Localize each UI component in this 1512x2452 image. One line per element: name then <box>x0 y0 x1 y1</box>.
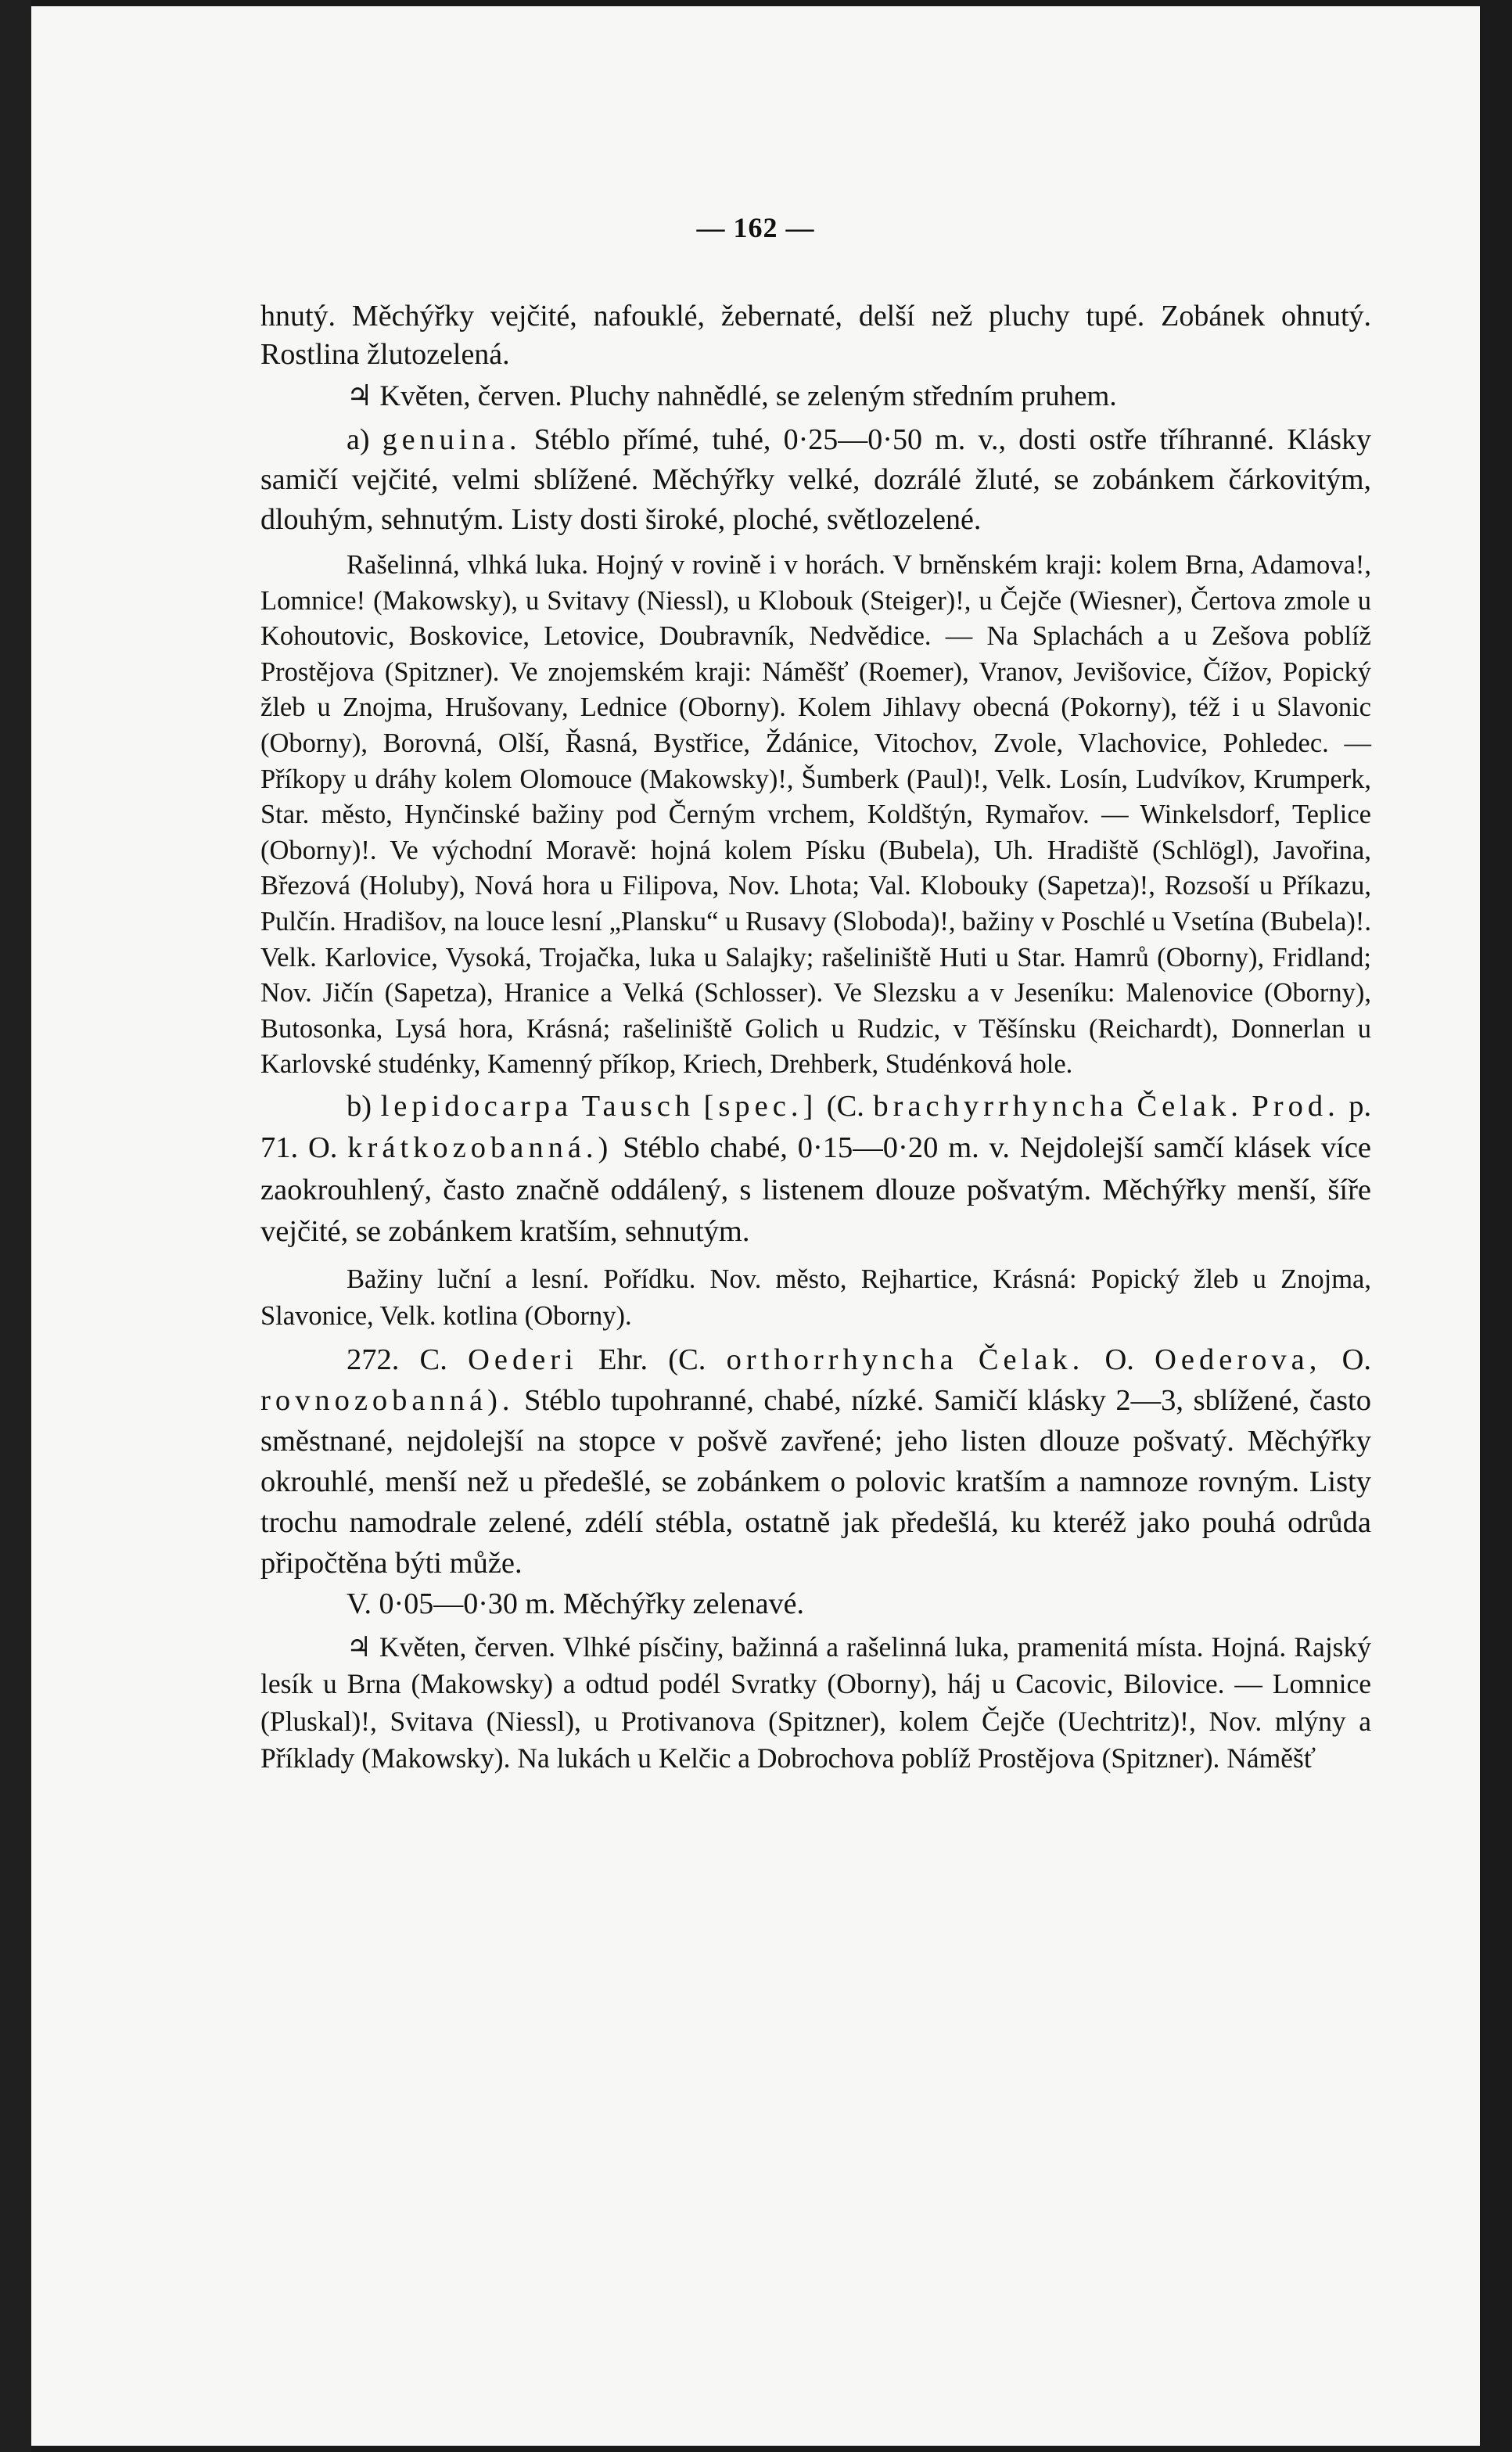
variety-b-label: b) <box>347 1089 372 1123</box>
scan-edge-left <box>0 0 31 2452</box>
paragraph-continuation: hnutý. Měchýřky vejčité, nafouklé, žebernaté, delší než pluchy tupé. Zobánek ohnutý. Rostlina žlutozelená. <box>260 300 1371 371</box>
variety-a-name: genuina. <box>382 423 522 456</box>
paragraph-height: V. 0·05—0·30 m. Měchýřky zelenavé. <box>347 1587 804 1620</box>
variety-a-label: a) <box>347 423 370 456</box>
variety-b-paren: (C. <box>826 1089 864 1123</box>
variety-b-o: O. <box>307 1131 338 1165</box>
paragraph-flowering: ♃ Květen, červen. Pluchy nahnědlé, se zeleným středním pruhem. <box>347 380 1117 412</box>
variety-b-name: lepidocarpa <box>380 1089 573 1123</box>
species-name: Oederi <box>468 1343 578 1376</box>
paragraph-localities-b: Bažiny luční a lesní. Pořídku. Nov. město, Rejhartice, Krásná: Popický žleb u Znojma, Slavonice, Velk. kotlina (Oborny). <box>260 1264 1371 1331</box>
variety-b-author: Tausch <box>581 1089 695 1123</box>
paragraph-variety-a <box>260 420 1371 540</box>
species-czech-name-1: Oederova, <box>1155 1343 1322 1376</box>
page-number: — 162 — <box>696 212 815 243</box>
species-description: Stéblo tupohranné, chabé, nízké. Samičí klásky 2—3, sblížené, často směstnané, nejdolejší na stopce v pošvě zavřené; jeho listen dlouze pošvatý. Měchýřky okrouhlé, menší než u předešlé, se zobánkem o polovic kratším a namnoze rovným. Listy trochu namodrale zelené, zdélí stébla, ostatně jak předešlá, ku kteréž jako pouhá odrůda připočtěna býti může. <box>260 1383 1371 1580</box>
variety-b-description: Stéblo chabé, 0·15—0·20 m. v. Nejdolejší samčí klásek více zaokrouhlený, často značně oddálený, s listenem dlouze pošvatým. Měchýřky menší, šíře vejčité, se zobánkem kratším, sehnutým. <box>260 1131 1371 1249</box>
paragraph-localities-a: Rašelinná, vlhká luka. Hojný v rovině i v horách. V brněnském kraji: kolem Brna, Adamova!, Lomnice! (Makowsky), u Svitavy (Niessl), u Klobouk (Steiger)!, u Čejče (Wiesner), Čertova zmole u Kohoutovic, Boskovice, Letovice, Doubravník, Nedvědice. — Na Splachách a u Zešova poblíž Prostějova (Spitzner). Ve znojemském kraji: Náměšť (Roemer), Vranov, Jevišovice, Čížov, Popický žleb u Znojma, Hrušovany, Lednice (Oborny). Kolem Jihlavy obecná (Pokorny), též i u Slavonic (Oborny), Borovná, Olší, Řasná, Bystřice, Ždánice, Vitochov, Zvole, Vlachovice, Pohledec. — Příkopy u dráhy kolem Olomouce (Makowsky)!, Šumberk (Paul)!, Velk. Losín, Ludvíkov, Krumperk, Star. město, Hynčinské bažiny pod Černým vrchem, Koldštýn, Rymařov. — Winkelsdorf, Teplice (Oborny)!. Ve východní Moravě: hojná kolem Písku (Bubela), Uh. Hradiště (Schlögl), Javořina, Březová (Holuby), Nová hora u Filipova, Nov. Lhota; Val. Klobouky (Sapetza)!, Rozsoší u Příkazu, Pulčín. Hradišov, na louce lesní „Plansku“ u Rusavy (Sloboda)!, bažiny v Poschlé u Vsetína (Bubela)!. Velk. Karlovice, Vysoká, Trojačka, luka u Salajky; rašeliniště Huti u Star. Hamrů (Oborny), Fridland; Nov. Jičín (Sapetza), Hranice a Velká (Schlosser). Ve Slezsku a v Jeseníku: Malenovice (Oborny), Butosonka, Lysá hora, Krásná; rašeliniště Golich u Rudzic, v Těšínsku (Reichardt), Donnerlan u Karlovské studénky, Kamenný příkop, Kriech, Drehberk, Studénková hole. <box>260 550 1371 1080</box>
paragraph-localities-272: ♃ Květen, červen. Vlhké písčiny, bažinná a rašelinná luka, pramenitá místa. Hojná. Rajský lesík u Brna (Makowsky) a odtud podél Svratky (Oborny), háj u Cacovic, Bilovice. — Lomnice (Pluskal)!, Svitava (Niessl), u Protivanova (Spitzner), kolem Čejče (Uechtritz)!, Nov. mlýny a Příklady (Makowsky). Na lukách u Kelčic a Dobrochova poblíž Prostějova (Spitzner). Náměšť <box>260 1630 1371 1774</box>
book-page <box>31 6 1480 2446</box>
variety-b-spec: [spec.] <box>703 1089 818 1123</box>
variety-b-prod: Prod. <box>1252 1089 1340 1123</box>
variety-b-synonym: brachyrrhyncha <box>873 1089 1128 1123</box>
variety-b-page: p. 71. <box>260 1089 1372 1165</box>
scan-edge-right <box>1480 0 1512 2452</box>
species-o2: O. <box>1341 1343 1372 1376</box>
species-synonym: orthorrhyncha <box>726 1343 958 1376</box>
variety-b-czech-name: krátkozobanná.) <box>347 1131 613 1165</box>
species-czech-name-2: rovnozobanná). <box>260 1383 515 1417</box>
paragraph-species-272 <box>260 1339 1371 1584</box>
page-body <box>260 297 1371 1778</box>
variety-a-description: Stéblo přímé, tuhé, 0·25—0·50 m. v., dosti ostře tříhranné. Klásky samičí vejčité, velmi sblížené. Měchýřky velké, dozrálé žluté, se zobánkem čárkovitým, dlouhým, sehnutým. Listy dosti široké, ploché, světlozelené. <box>260 423 1372 536</box>
variety-b-synonym-author: Čelak. <box>1137 1089 1243 1123</box>
species-paren: (C. <box>668 1343 706 1376</box>
paragraph-variety-b <box>260 1086 1371 1253</box>
species-synonym-author: Čelak. <box>978 1343 1085 1376</box>
species-number: 272. C. <box>347 1343 447 1376</box>
species-o1: O. <box>1104 1343 1134 1376</box>
species-author: Ehr. <box>598 1343 648 1376</box>
